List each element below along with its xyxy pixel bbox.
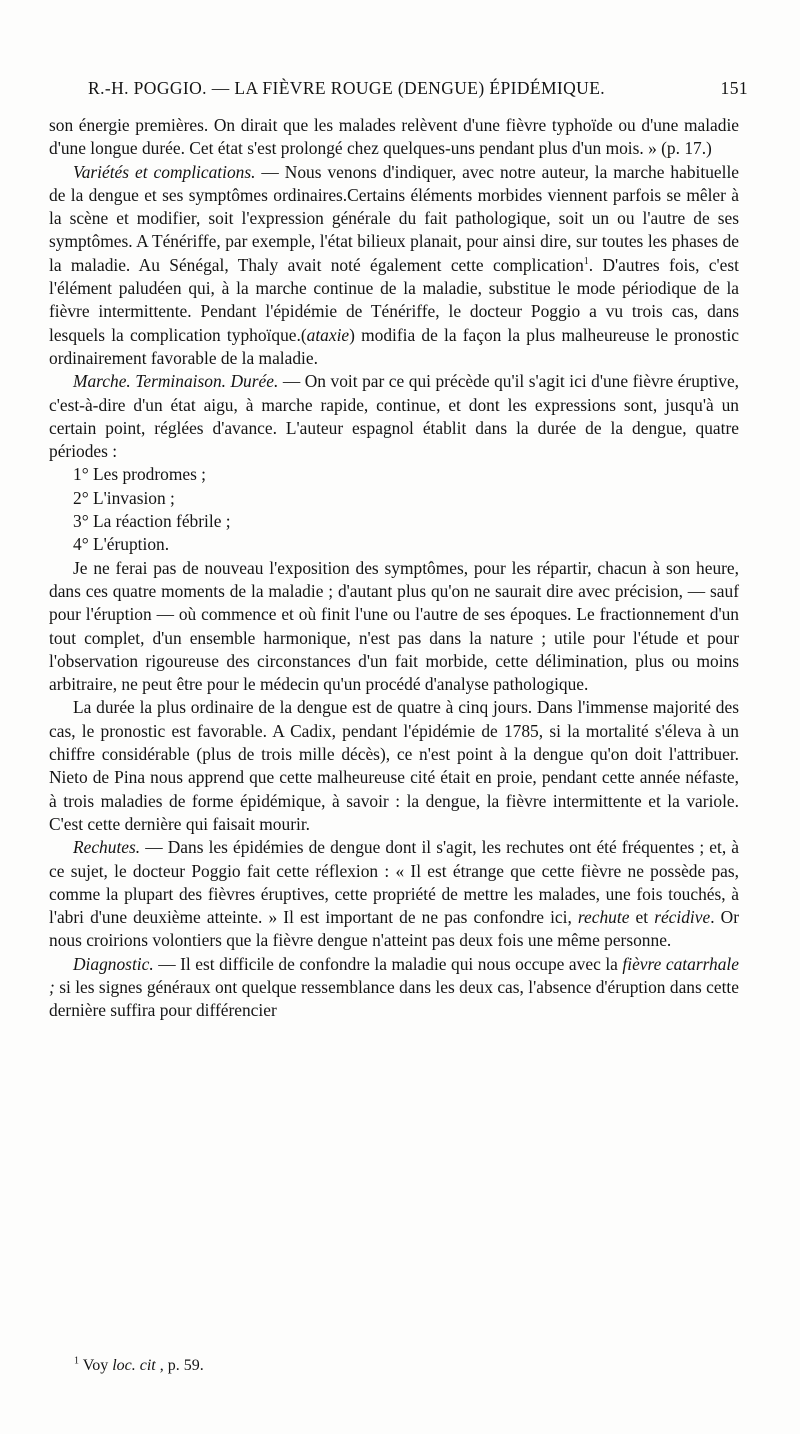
running-header xyxy=(88,78,748,102)
paragraph: Je ne ferai pas de nouveau l'exposition des symptômes, pour les répartir, chacun à son heure, dans ces quatre moments de la maladie ; d'autant plus qu'on ne saurait dire avec précision, — sauf pour l'éruption — où commence et où finit l'une ou l'autre de ses époques. Le fractionnement d'un tout complet, d'un ensemble harmonique, n'est pas dans la nature ; utile pour l'étude et pour l'observation rigoureuse des circonstances d'un fait morbide, cette délimination, plus ou moins arbitraire, ne peut être pour le médecin qu'un procédé d'analyse pathologique. xyxy=(49,557,739,695)
paragraph-text: ) modifia de la façon la plus malheureuse le pronostic ordinairement favorable de la maladie. xyxy=(49,324,739,368)
footnote-reference[interactable]: 1 xyxy=(583,255,589,267)
paragraph-text: . Or nous croirions volontiers que la fièvre dengue n'atteint pas deux fois une même personne. xyxy=(49,907,740,951)
paragraph-text: si les signes généraux ont quelque ressemblance dans les deux cas, l'absence d'éruption dans cette dernière suffira pour différencier xyxy=(49,976,739,1021)
paragraph: son énergie premières. On dirait que les malades relèvent d'une fièvre typhoïde ou d'une maladie d'une longue durée. Cet état s'est prolongé chez quelques-uns pendant plus d'un mois. » (p. 17.) xyxy=(49,115,739,159)
section-heading: Marche. Terminaison. Durée. xyxy=(73,371,279,392)
running-title: R.-H. POGGIO. — LA FIÈVRE ROUGE (DENGUE) ÉPIDÉMIQUE. xyxy=(88,78,606,98)
paragraph-text: et xyxy=(629,907,655,928)
section-heading: Rechutes. xyxy=(73,837,141,858)
footnote-text: , p. 59. xyxy=(155,1357,204,1374)
footnote-citation: loc. cit xyxy=(112,1357,156,1374)
list-item: 4° L'éruption. xyxy=(73,534,170,555)
section-heading: Variétés et complications. xyxy=(73,161,256,182)
list-item: 2° L'invasion ; xyxy=(73,487,175,508)
page-number: 151 xyxy=(720,78,748,98)
paragraph-marche xyxy=(49,370,739,463)
paragraph-text: . D'autres fois, c'est l'élément paludéen qui, à la marche continue de la maladie, substitue le mode périodique de la fièvre intermittente. Pendant l'épidémie de Ténériffe, le docteur Poggio a vu trois cas, dans lesquels la complication typhoïque.( xyxy=(49,254,739,345)
paragraph-rechutes xyxy=(49,836,739,952)
italic-term: rechute xyxy=(577,907,630,928)
paragraph-diagnostic xyxy=(49,953,739,1023)
italic-term: fièvre catarrhale ; xyxy=(49,953,739,997)
italic-term: ataxie xyxy=(306,324,350,345)
italic-term: récidive xyxy=(654,907,711,928)
paragraph-text: — Il est difficile de confondre la maladie qui nous occupe avec la xyxy=(153,953,623,974)
paragraph-varietes xyxy=(49,161,739,371)
paragraph-text: — Nous venons d'indiquer, avec notre auteur, la marche habituelle de la dengue et ses symptômes ordinaires.Certains éléments morbides viennent parfois se mêler à la scène et modifier, soit l'expression générale du fait pathologique, soit un ou l'autre de ses symptômes. A Ténériffe, par exemple, l'état bilieux planait, pour ainsi dire, sur toutes les phases de la maladie. Au Sénégal, Thaly avait noté également cette complication xyxy=(49,161,740,275)
section-heading: Diagnostic. xyxy=(73,953,154,974)
list-item: 3° La réaction fébrile ; xyxy=(73,511,231,532)
footnote xyxy=(74,1357,204,1375)
footnote-text: Voy xyxy=(79,1357,113,1374)
body-text xyxy=(49,114,739,1023)
paragraph-text: — Dans les épidémies de dengue dont il s'agit, les rechutes ont été fréquentes ; et, à ce sujet, le docteur Poggio fait cette réflexion : « Il est étrange que cette fièvre ne possède pas, comme la plupart des fièvres éruptives, cette propriété de mettre les malades, une fois touchés, à l'abri d'une deuxième atteinte. » Il est important de ne pas confondre ici, xyxy=(49,837,739,928)
list-item: 1° Les prodromes ; xyxy=(73,464,207,485)
footnote-mark: 1 xyxy=(74,1355,79,1367)
paragraph-text: — On voit par ce qui précède qu'il s'agit ici d'une fièvre éruptive, c'est-à-dire d'un état aigu, à marche rapide, continue, et dont les expressions sont, jusqu'à un certain point, réglées d'avance. L'auteur espagnol établit dans la durée de la dengue, quatre périodes : xyxy=(49,371,740,462)
paragraph: La durée la plus ordinaire de la dengue est de quatre à cinq jours. Dans l'immense majorité des cas, le pronostic est favorable. A Cadix, pendant l'épidémie de 1785, si la mortalité s'éleva à un chiffre considérable (plus de trois mille décès), ce n'est point à la dengue qu'on doit l'attribuer. Nieto de Pina nous apprend que cette malheureuse cité était en proie, pendant cette année néfaste, à trois maladies de forme épidémique, à savoir : la dengue, la fièvre intermittente et la variole. C'est cette dernière qui faisait mourir. xyxy=(49,697,739,834)
